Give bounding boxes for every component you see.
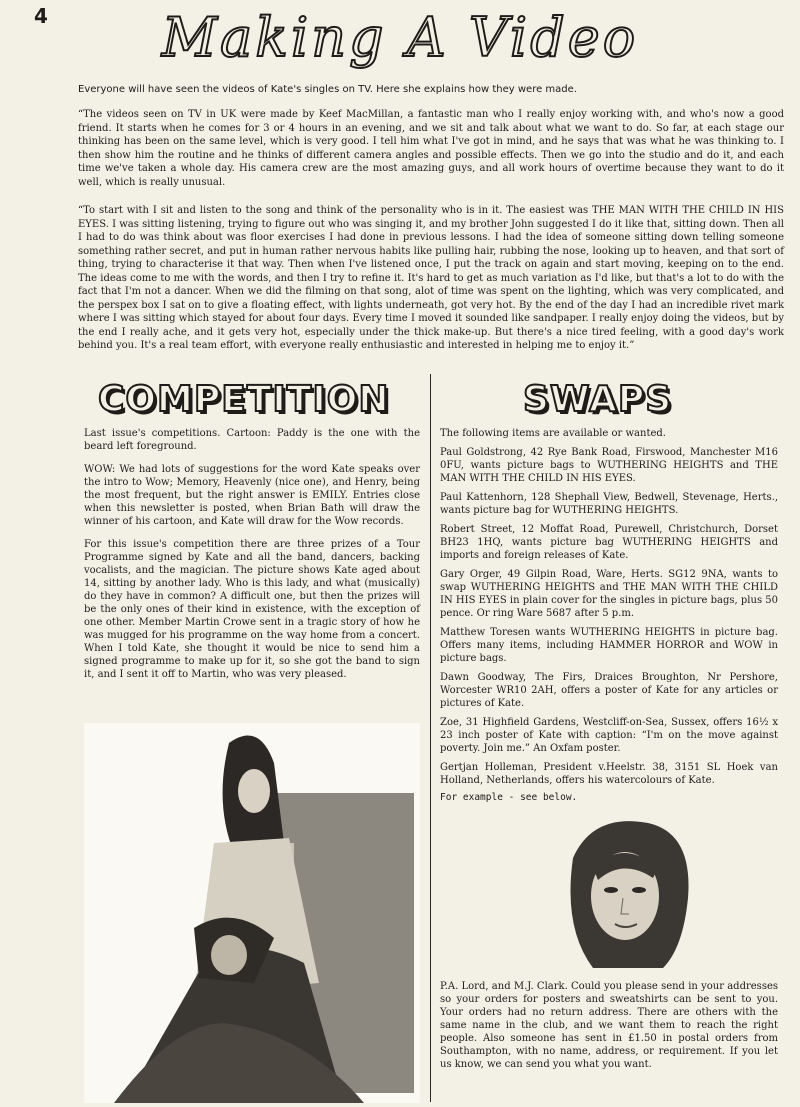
photo-illustration — [84, 723, 420, 1103]
swaps-heading: SWAPS — [523, 379, 673, 420]
swaps-paragraph: Zoe, 31 Highfield Gardens, Westcliff-on-Sea, Sussex, offers 16½ x 23 inch poster of Kate with caption: “I'm on the move against poverty. Join me.” An Oxfam poster. — [440, 717, 778, 754]
intro-text: Everyone will have seen the videos of Kate's singles on TV. Here she explains how they were made. — [78, 84, 577, 95]
swaps-paragraph: Paul Kattenhorn, 128 Shephall View, Bedwell, Stevenage, Herts., wants picture bag for WUTHERING HEIGHTS. — [440, 492, 778, 516]
column-divider — [430, 374, 431, 1102]
swaps-paragraph: Matthew Toresen wants WUTHERING HEIGHTS in picture bag. Offers many items, including HAMMER HORROR and WOW in picture bags. — [440, 627, 778, 664]
competition-column — [84, 427, 420, 691]
portrait-illustration — [553, 818, 703, 972]
swaps-paragraph: Dawn Goodway, The Firs, Draices Broughton, Nr Pershore, Worcester WR10 2AH, offers a poster of Kate for any articles or pictures of Kate. — [440, 672, 778, 709]
swaps-paragraph: The following items are available or wanted. — [440, 428, 666, 439]
competition-photo — [84, 723, 420, 1103]
typed-note: For example - see below. — [440, 792, 578, 803]
page-number: 4 — [34, 4, 48, 28]
competition-heading: COMPETITION — [98, 379, 390, 420]
competition-paragraph: For this issue's competition there are three prizes of a Tour Programme signed by Kate and all the band, dancers, backing vocalists, and the magician. The picture shows Kate aged about 14, sitting by another lady. Who is this lady, and what (musically) do they have in common? A difficult one, but then the prizes will be the only ones of their kind in existence, with the exception of one other. Member Martin Crowe sent in a tragic story of how he was mugged for his programme on the way home from a concert. When I told Kate, she thought it would be nice to send him a signed programme to make up for it, so she got the band to sign it, and I sent it off to Martin, who was very pleased. — [84, 539, 420, 680]
competition-paragraph: Last issue's competitions. Cartoon: Paddy is the one with the beard left foreground. — [84, 428, 420, 452]
quote-paragraph: “The videos seen on TV in UK were made by Keef MacMillan, a fantastic man who I really enjoy working with, and who's now a good friend. It starts when he comes for 3 or 4 hours in an evening, and we sit and talk about what we want to do. So far, at each stage our thinking has been on the same level, which is very good. I tell him what I've got in mind, and he says that was what he was thinking to. I then show him the routine and he thinks of different camera angles and possible effects. Then we go into the studio and do it, and each time we've taken a whole day. His camera crew are the most amazing guys, and all work hours of overtime because they want to do it well, which is really unusual. — [78, 109, 784, 188]
watercolour-portrait — [553, 818, 703, 972]
closing-paragraph: P.A. Lord, and M.J. Clark. Could you please send in your addresses so your orders for posters and sweatshirts can be sent to you. Your orders had no return address. There are others with the same name in the club, and we want them to reach the right people. Also someone has sent in £1.50 in postal orders from Southampton, with no name, address, or requirement. If you let us know, we can send you what you want. — [440, 981, 778, 1070]
swaps-paragraph: Paul Goldstrong, 42 Rye Bank Road, Firswood, Manchester M16 0FU, wants picture bags to WUTHERING HEIGHTS and THE MAN WITH THE CHILD IN HIS EYES. — [440, 447, 778, 484]
swaps-column — [440, 427, 778, 810]
competition-paragraph: WOW: We had lots of suggestions for the word Kate speaks over the intro to Wow; Memory, Heavenly (nice one), and Henry, being the most frequent, but the right answer is EMILY. Entries close when this newsletter is posted, when Brian Bath will draw the winner of his cartoon, and Kate will draw for the Wow records. — [84, 464, 420, 527]
swaps-paragraph: Gertjan Holleman, President v.Heelstr. 38, 3151 SL Hoek van Holland, Netherlands, offers his watercolours of Kate. — [440, 762, 778, 786]
page-title: Making A Video — [161, 6, 639, 69]
swaps-closing — [440, 980, 778, 1071]
swaps-paragraph: Gary Orger, 49 Gilpin Road, Ware, Herts. SG12 9NA, wants to swap WUTHERING HEIGHTS and THE MAN WITH THE CHILD IN HIS EYES in plain cover for the singles in picture bags, plus 50 pence. Or ring Ware 5687 after 5 p.m. — [440, 569, 778, 619]
quote-paragraph: “To start with I sit and listen to the song and think of the personality who is in it. The easiest was THE MAN WITH THE CHILD IN HIS EYES. I was sitting listening, trying to figure out who was singing it, and my brother John suggested I do it like that, sitting down. Then all I had to do was think about was floor exercises I had done in previous lessons. I had the idea of someone sitting down telling someone something rather secret, and put in human rather nervous habits like pulling hair, rubbing the nose, looking up to heaven, and that sort of thing, trying to characterise it that way. Then when I've listened once, I put the track on again and start moving, keeping on to the end. The ideas come to me with the words, and then I try to refine it. It's hard to get as much variation as I'd like, but that's a lot to do with the fact that I'm not a dancer. When we did the filming on that song, alot of time was spent on the lighting, which was very complicated, and the perspex box I sat on to give a floating effect, with lights underneath, got very hot. By the end of the day I had an incredible rivet mark where I was sitting which stayed for about four days. Every time I moved it sounded like sandpaper. I really enjoy doing the videos, but by the end I really ache, and it gets very hot, especially under the thick make-up. But there's a nice tired feeling, with a good day's work behind you. It's a real team effort, with everyone really enthusiastic and interested in helping me to enjoy it.” — [78, 205, 784, 351]
swaps-paragraph: Robert Street, 12 Moffat Road, Purewell, Christchurch, Dorset BH23 1HQ, wants picture bag WUTHERING HEIGHTS and imports and foreign releases of Kate. — [440, 524, 778, 561]
